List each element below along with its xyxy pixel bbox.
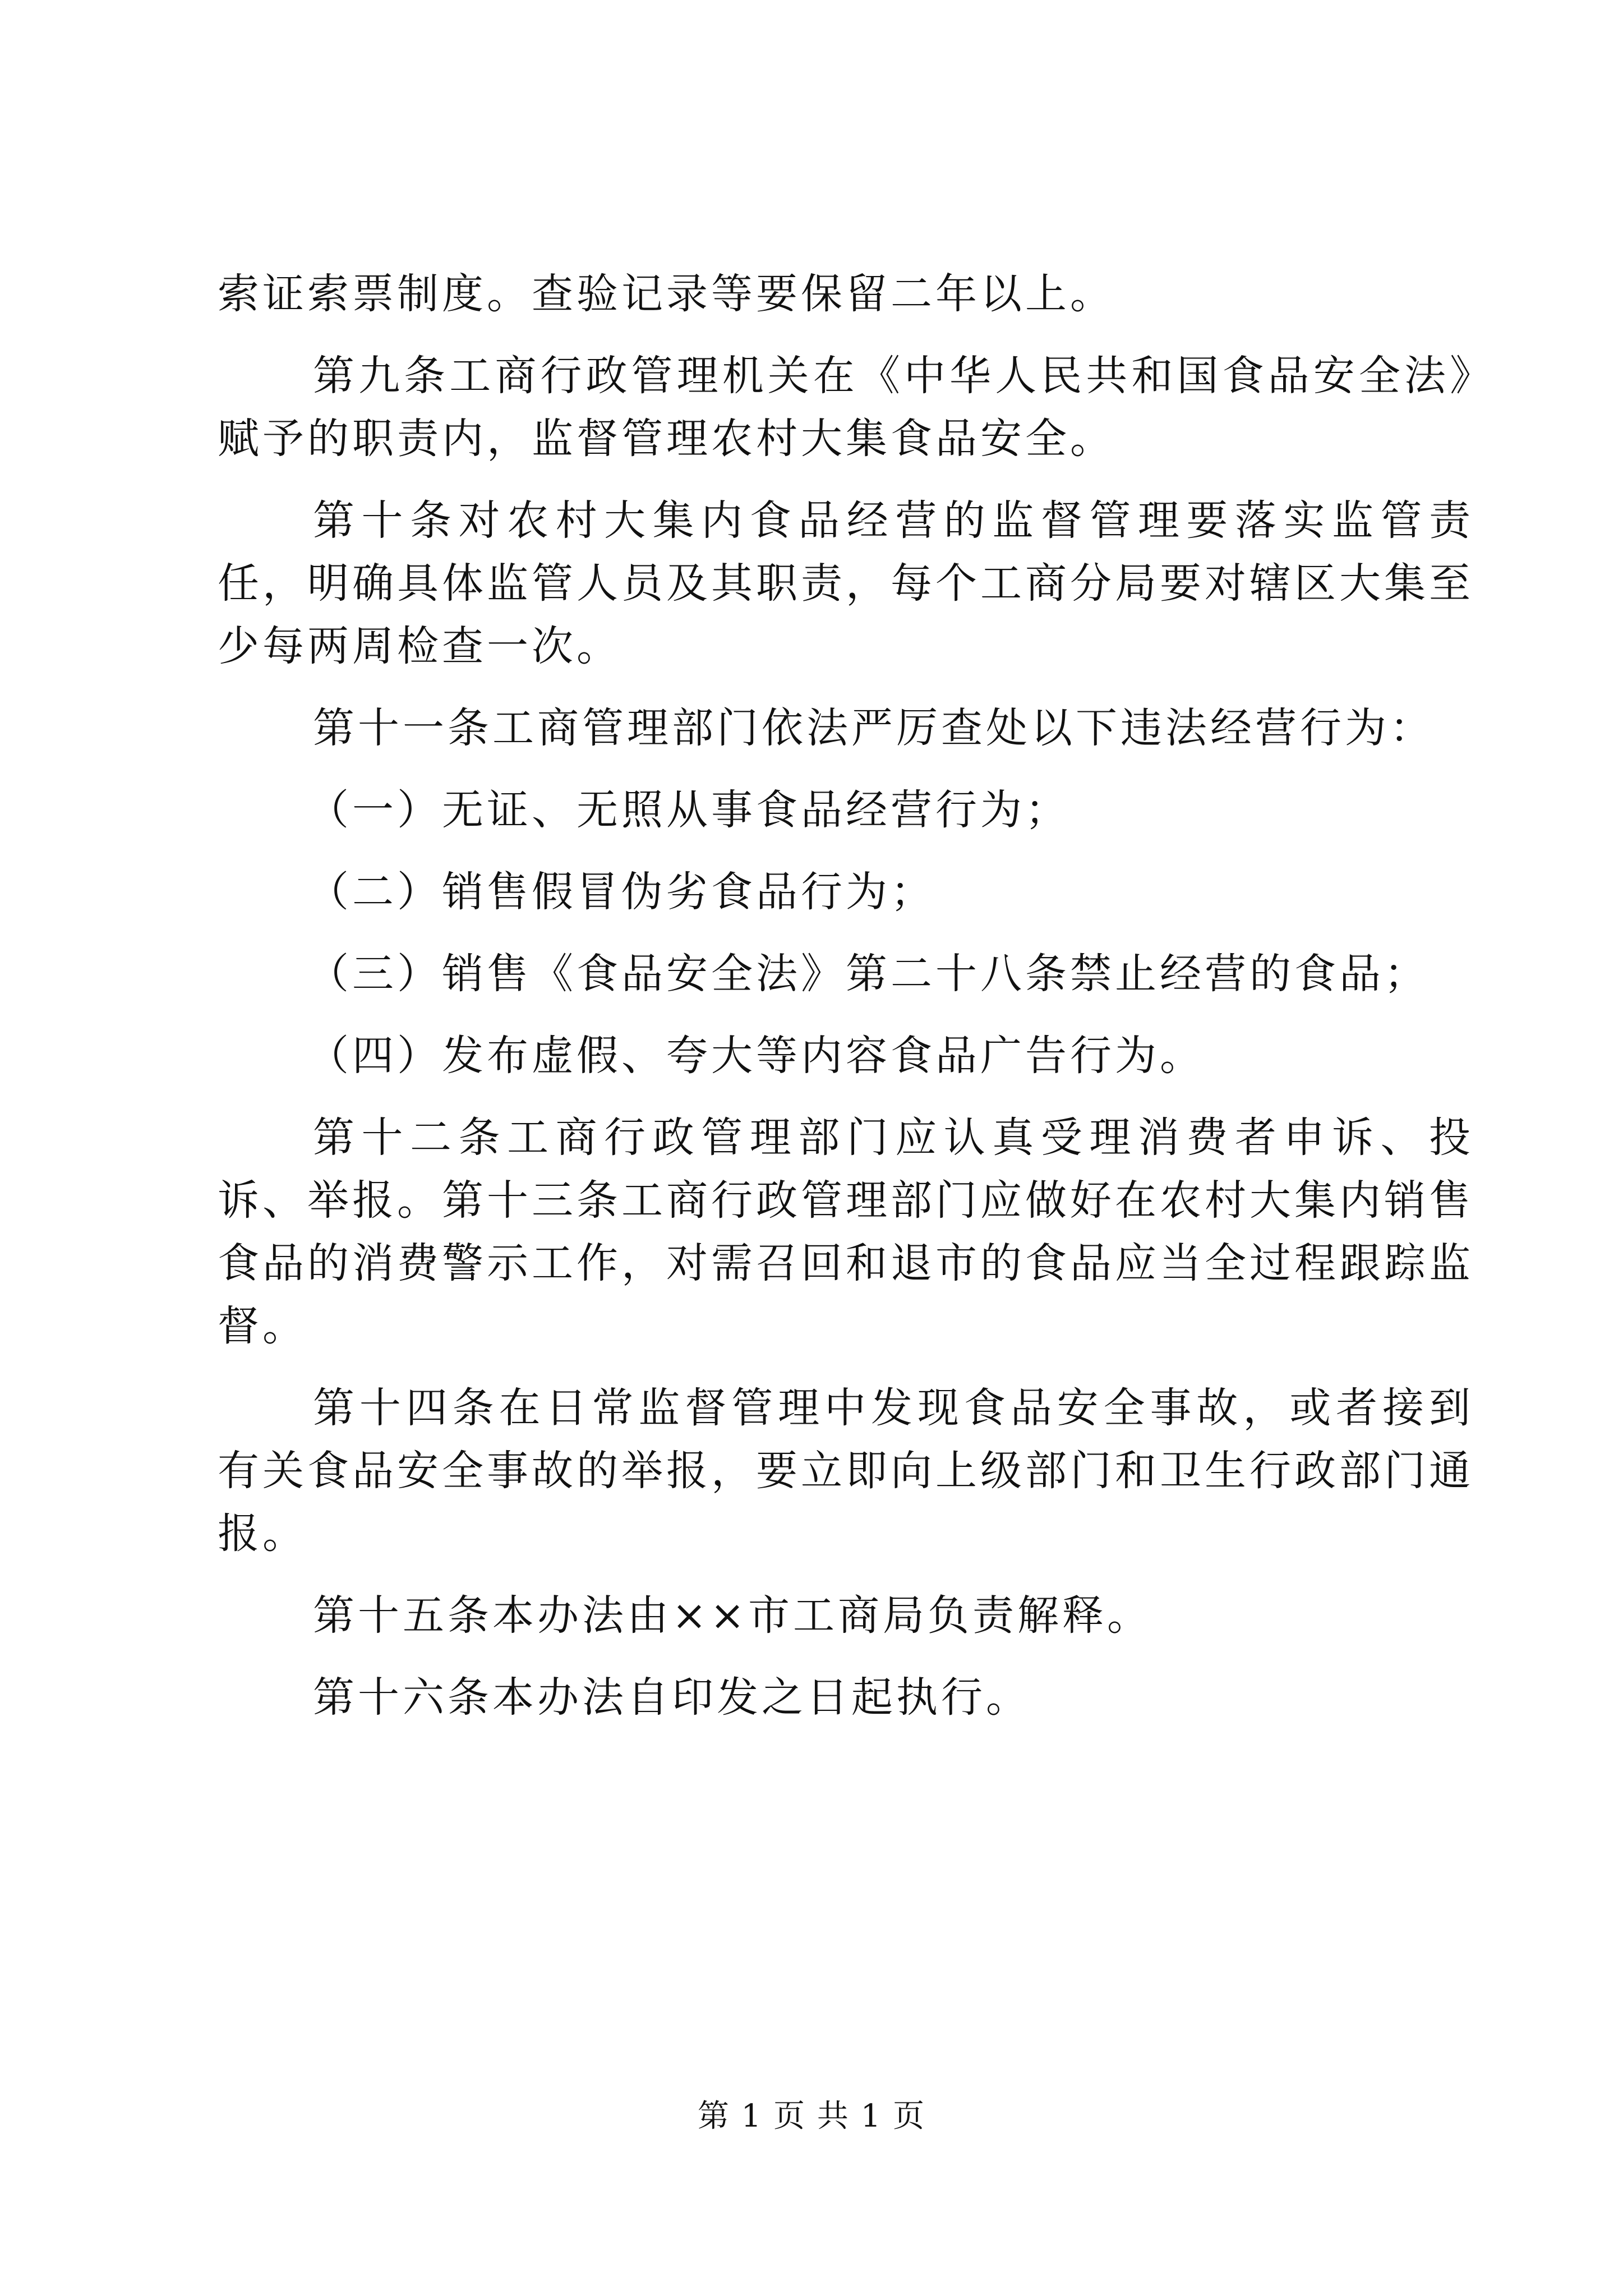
article-15: 第十五条本办法由××市工商局负责解释。 [313, 1591, 1152, 1640]
article-11-item-3: （三）销售《食品安全法》第二十八条禁止经营的食品； [307, 950, 1429, 998]
article-12-13: 第十二条工商行政管理部门应认真受理消费者申诉、投诉、举报。第十三条工商行政管理部门应做好在农村大集内销售食品的消费警示工作，对需召回和退市的食品应当全过程跟踪监督。 [218, 1114, 1474, 1350]
page-footer: 第 1 页 共 1 页 [697, 2098, 926, 2134]
article-11: 第十一条工商管理部门依法严厉查处以下违法经营行为： [313, 704, 1435, 752]
document-body [218, 263, 1474, 1748]
article-11-item-4: （四）发布虚假、夸大等内容食品广告行为。 [307, 1032, 1205, 1080]
paragraph-continuation: 索证索票制度。查验记录等要保留二年以上。 [218, 270, 1115, 318]
article-11-item-1: （一）无证、无照从事食品经营行为； [307, 786, 1070, 834]
article-10: 第十条对农村大集内食品经营的监督管理要落实监管责任，明确具体监管人员及其职责，每个工商分局要对辖区大集至少每两周检查一次。 [218, 496, 1474, 670]
article-16: 第十六条本办法自印发之日起执行。 [313, 1673, 1031, 1722]
article-14: 第十四条在日常监督管理中发现食品安全事故，或者接到有关食品安全事故的举报，要立即向上级部门和卫生行政部门通报。 [218, 1384, 1474, 1558]
article-9: 第九条工商行政管理机关在《中华人民共和国食品安全法》赋予的职责内，监督管理农村大集食品安全。 [218, 352, 1474, 463]
article-11-item-2: （二）销售假冒伪劣食品行为； [307, 868, 935, 916]
